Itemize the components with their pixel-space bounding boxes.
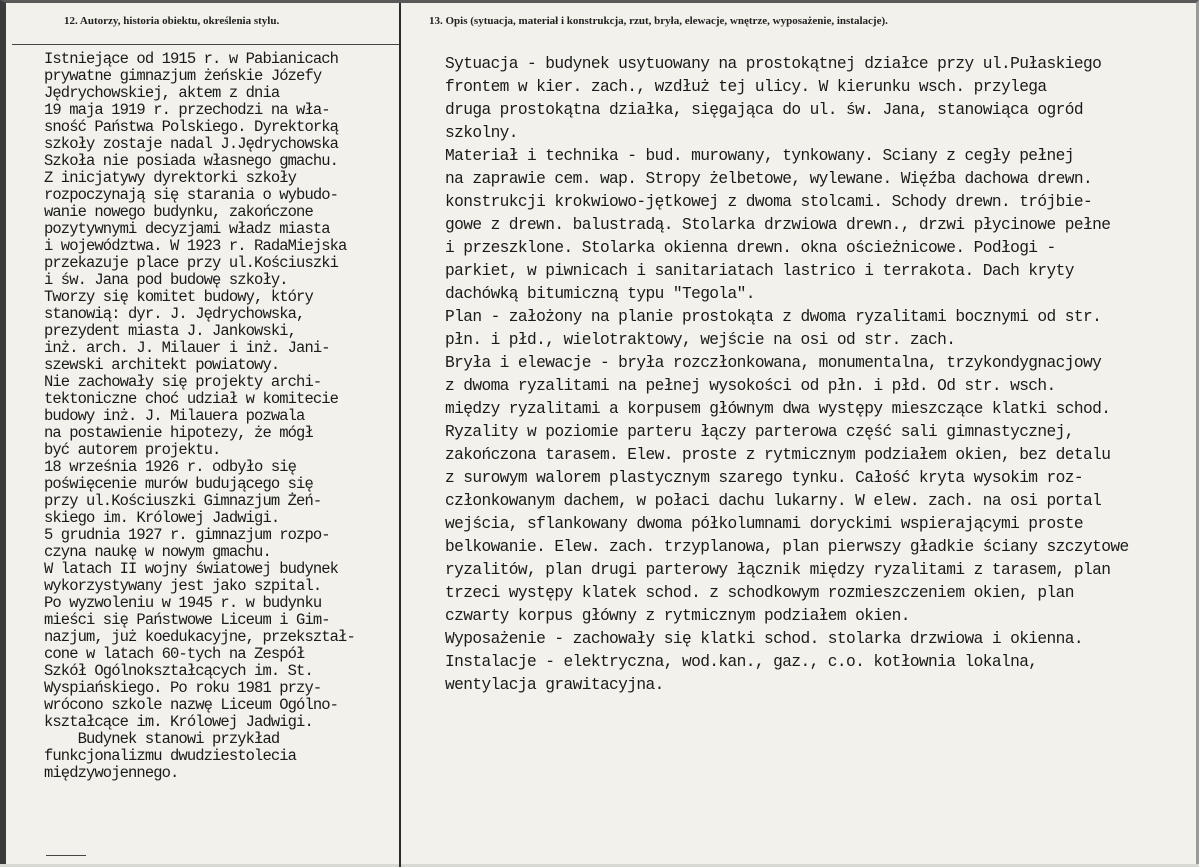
text-line: budowy inż. J. Milauera pozwala bbox=[44, 407, 305, 425]
text-line: członkowanym dachem, w połaci dachu lukarny. W elew. zach. na osi portal bbox=[445, 492, 1102, 510]
text-line: ryzalitów, plan drugi parterowy łącznik między ryzalitami z tarasem, plan bbox=[445, 561, 1111, 579]
text-line: szkoły zostaje nadal J.Jędrychowska bbox=[44, 135, 339, 153]
text-line: przekazuje place przy ul.Kościuszki bbox=[44, 254, 339, 272]
text-line: i województwa. W 1923 r. RadaMiejska bbox=[44, 237, 347, 255]
text-line: prywatne gimnazjum żeńskie Józefy bbox=[44, 67, 322, 85]
text-line: Jędrychowskiej, aktem z dnia bbox=[44, 84, 280, 102]
text-line: Wyposażenie - zachowały się klatki schod. stolarka drzwiowa i okienna. bbox=[445, 630, 1083, 648]
text-line: Budynek stanowi przykład bbox=[44, 730, 280, 748]
text-line: 19 maja 1919 r. przechodzi na wła- bbox=[44, 101, 330, 119]
text-line: Szkoła nie posiada własnego gmachu. bbox=[44, 152, 339, 170]
text-line: wejścia, sflankowany dwoma półkolumnami doryckimi wspierającymi proste bbox=[445, 515, 1083, 533]
bottom-rule bbox=[46, 855, 86, 856]
text-line: i św. Jana pod budowę szkoły. bbox=[44, 271, 288, 289]
text-line: stanowią: dyr. J. Jędrychowska, bbox=[44, 305, 305, 323]
text-line: płn. i płd., wielotraktowy, wejście na osi od str. zach. bbox=[445, 331, 956, 349]
text-line: szkolny. bbox=[445, 124, 518, 142]
text-line: konstrukcji krokwiowo-jętkowej z dwoma stolcami. Schody drewn. trójbie- bbox=[445, 193, 1093, 211]
text-line: z dwoma ryzalitami na pełnej wysokości od płn. i płd. Od str. wsch. bbox=[445, 377, 1056, 395]
text-line: 18 września 1926 r. odbyło się bbox=[44, 458, 297, 476]
text-line: i przeszklone. Stolarka okienna drewn. okna ościeżnicowe. Podłogi - bbox=[445, 239, 1056, 257]
text-line: mieści się Państwowe Liceum i Gim- bbox=[44, 611, 330, 629]
text-line: frontem w kier. zach., wzdłuż tej ulicy. W kierunku wsch. przylega bbox=[445, 78, 1047, 96]
text-line: nazjum, już koedukacyjne, przekształ- bbox=[44, 628, 355, 646]
text-line: wrócono szkole nazwę Liceum Ogólno- bbox=[44, 696, 339, 714]
text-line: Instalacje - elektryczna, wod.kan., gaz., c.o. kotłownia lokalna, bbox=[445, 653, 1038, 671]
text-line: Materiał i technika - bud. murowany, tynkowany. Sciany z cegły pełnej bbox=[445, 147, 1074, 165]
text-line: poświęcenie murów budującego się bbox=[44, 475, 313, 493]
section-12-header: 12. Autorzy, historia obiektu, określenia stylu. bbox=[64, 15, 280, 27]
text-line: wanie nowego budynku, zakończone bbox=[44, 203, 313, 221]
text-line: cone w latach 60-tych na Zespół bbox=[44, 645, 305, 663]
text-line: pozytywnymi decyzjami władz miasta bbox=[44, 220, 330, 238]
text-line: druga prostokątna działka, sięgająca do ul. św. Jana, stanowiąca ogród bbox=[445, 101, 1083, 119]
text-line: przy ul.Kościuszki Gimnazjum Żeń- bbox=[44, 492, 322, 510]
text-line: z surowym walorem plastycznym szarego tynku. Całość kryta wysokim roz- bbox=[445, 469, 1083, 487]
text-line: międzywojennego. bbox=[44, 764, 179, 782]
text-line: na postawienie hipotezy, że mógł bbox=[44, 424, 313, 442]
text-line: parkiet, w piwnicach i sanitariatach lastrico i terrakota. Dach kryty bbox=[445, 262, 1074, 280]
section-13-header: 13. Opis (sytuacja, materiał i konstrukcja, rzut, bryła, elewacje, wnętrze, wyposażenie, instalacje). bbox=[429, 15, 888, 27]
text-line: wentylacja grawitacyjna. bbox=[445, 676, 664, 694]
text-line: rozpoczynają się starania o wybudo- bbox=[44, 186, 339, 204]
text-line: inż. arch. J. Milauer i inż. Jani- bbox=[44, 339, 330, 357]
text-line: wykorzystywany jest jako szpital. bbox=[44, 577, 322, 595]
text-line: być autorem projektu. bbox=[44, 441, 221, 459]
text-line: czwarty korpus główny z rytmicznym podziałem okien. bbox=[445, 607, 910, 625]
text-line: W latach II wojny światowej budynek bbox=[44, 560, 339, 578]
text-line: kształcące im. Królowej Jadwigi. bbox=[44, 713, 313, 731]
text-line: Po wyzwoleniu w 1945 r. w budynku bbox=[44, 594, 322, 612]
text-line: trzeci występy klatek schod. z schodkowym rozmieszczeniem okien, plan bbox=[445, 584, 1074, 602]
text-line: szewski architekt powiatowy. bbox=[44, 356, 280, 374]
text-line: Ryzality w poziomie parteru łączy parterowa część sali gimnastycznej, bbox=[445, 423, 1074, 441]
text-line: czyna naukę w nowym gmachu. bbox=[44, 543, 271, 561]
text-line: prezydent miasta J. Jankowski, bbox=[44, 322, 297, 340]
text-line: Bryła i elewacje - bryła rozczłonkowana, monumentalna, trzykondygnacjowy bbox=[445, 354, 1102, 372]
text-line: Szkół Ogólnokształcących im. St. bbox=[44, 662, 313, 680]
text-line: Nie zachowały się projekty archi- bbox=[44, 373, 322, 391]
column-divider bbox=[399, 3, 401, 867]
text-line: Plan - założony na planie prostokąta z dwoma ryzalitami bocznymi od str. bbox=[445, 308, 1102, 326]
text-line: dachówką bitumiczną typu "Tegola". bbox=[445, 285, 755, 303]
text-line: 5 grudnia 1927 r. gimnazjum rozpo- bbox=[44, 526, 330, 544]
text-line: Sytuacja - budynek usytuowany na prostokątnej działce przy ul.Pułaskiego bbox=[445, 55, 1102, 73]
text-line: skiego im. Królowej Jadwigi. bbox=[44, 509, 280, 527]
text-line: tektoniczne choć udział w komitecie bbox=[44, 390, 339, 408]
text-line: Z inicjatywy dyrektorki szkoły bbox=[44, 169, 297, 187]
description-text-column bbox=[445, 53, 1199, 697]
text-line: na zaprawie cem. wap. Stropy żelbetowe, wylewane. Więźba dachowa drewn. bbox=[445, 170, 1093, 188]
text-line: belkowanie. Elew. zach. trzyplanowa, plan pierwszy gładkie ściany szczytowe bbox=[445, 538, 1129, 556]
text-line: gowe z drewn. balustradą. Stolarka drzwiowa drewn., drzwi płycinowe pełne bbox=[445, 216, 1111, 234]
header-underline bbox=[12, 44, 399, 45]
text-line: między ryzalitami a korpusem głównym dwa występy mieszczące klatki schod. bbox=[445, 400, 1111, 418]
history-text-column bbox=[44, 51, 396, 782]
text-line: Wyspiańskiego. Po roku 1981 przy- bbox=[44, 679, 322, 697]
text-line: Tworzy się komitet budowy, który bbox=[44, 288, 313, 306]
text-line: Istniejące od 1915 r. w Pabianicach bbox=[44, 50, 339, 68]
text-line: sność Państwa Polskiego. Dyrektorką bbox=[44, 118, 339, 136]
text-line: zakończona tarasem. Elew. proste z rytmicznym podziałem okien, bez detalu bbox=[445, 446, 1111, 464]
text-line: funkcjonalizmu dwudziestolecia bbox=[44, 747, 297, 765]
